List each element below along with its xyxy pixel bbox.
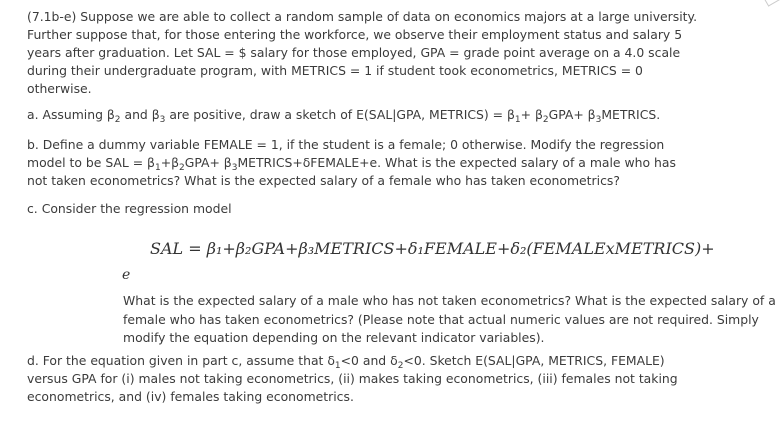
intro-line-3: years after graduation. Let SAL = $ salary for those employed, GPA = grade point average on a 4.0 scale <box>27 45 681 60</box>
part-d-line-3: econometrics, and (iv) females taking econometrics. <box>27 389 354 404</box>
part-a <box>27 106 767 124</box>
regression-equation: SAL = β₁+β₂GPA+β₃METRICS+δ₁FEMALE+δ₂(FEMALExMETRICS)+ <box>150 239 715 258</box>
part-b-line-1: b. Define a dummy variable FEMALE = 1, if the student is a female; 0 otherwise. Modify the regression <box>27 137 665 152</box>
part-c-questions <box>123 292 776 348</box>
part-c-line-1: c. Consider the regression model <box>27 201 232 216</box>
part-b <box>27 136 767 190</box>
intro-line-5: otherwise. <box>27 81 92 96</box>
intro-line-4: during their undergraduate program, with METRICS = 1 if student took econometrics, METRICS = 0 <box>27 63 643 78</box>
part-b-line-3: not taken econometrics? What is the expected salary of a female who has taken econometrics? <box>27 173 620 188</box>
part-b-line-2: model to be SAL = $\beta_1+\beta_2GPA+$ $\beta_3METRICS+\delta FEMALE+e$. What is the expected salary of a male who has <box>27 155 676 173</box>
part-a-text: a. Assuming $\beta_2$ and $\beta_3$ are positive, draw a sketch of E(SAL|GPA, METRICS) = $\beta_1+ \beta_2GPA+$ $\beta_3METRICS$. <box>27 107 661 125</box>
part-c-q1: What is the expected salary of a male who has not taken econometrics? What is the expected salary of a <box>123 293 776 308</box>
part-d-line-2: versus GPA for (i) males not taking econometrics, (ii) makes taking econometrics, (iii) females not taking <box>27 371 678 386</box>
intro-paragraph <box>27 8 767 98</box>
equation-error-term: e <box>122 267 131 283</box>
corner-mark <box>764 0 782 7</box>
part-d-line-1: d. For the equation given in part c, assume that $\delta_1<0$ and $\delta_2<0$. Sketch E(SAL|GPA, METRICS, FEMALE) <box>27 353 665 371</box>
intro-line-2: Further suppose that, for those entering the workforce, we observe their employment status and salary 5 <box>27 27 683 42</box>
part-c-q3: modify the equation depending on the relevant indicator variables). <box>123 330 545 345</box>
part-c-q2: female who has taken econometrics? (Please note that actual numeric values are not required. Simply <box>123 311 759 327</box>
part-d <box>27 352 767 406</box>
intro-line-1: (7.1b-e) Suppose we are able to collect a random sample of data on economics majors at a large university. <box>27 9 698 24</box>
part-c-intro <box>27 200 767 218</box>
